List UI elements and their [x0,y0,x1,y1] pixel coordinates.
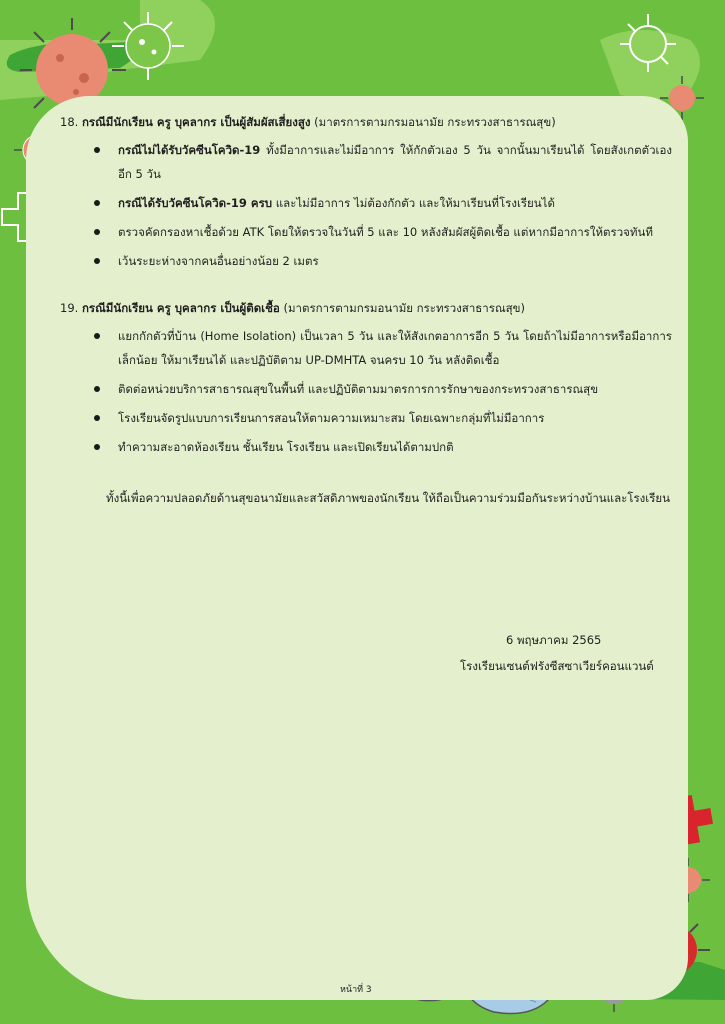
section-heading [60,112,672,132]
bullet-list [60,324,672,459]
list-item: เว้นระยะห่างจากคนอื่นอย่างน้อย 2 เมตร [118,249,672,273]
section-number: 18. [60,115,79,129]
section-title: กรณีมีนักเรียน ครู บุคลากร เป็นผู้ติดเชื้อ [81,301,280,315]
section-heading [60,298,672,318]
document-date: 6 พฤษภาคม 2565 [506,633,602,647]
section-title: กรณีมีนักเรียน ครู บุคลากร เป็นผู้สัมผัสเสี่ยงสูง [81,115,311,129]
list-item: ติดต่อหน่วยบริการสาธารณสุขในพื้นที่ และปฏิบัติตามมาตรการการรักษาของกระทรวงสาธารณสุข [118,377,672,401]
section-number: 19. [60,301,79,315]
closing-paragraph: ทั้งนี้เพื่อความปลอดภัยด้านสุขอนามัยและสวัสดิภาพของนักเรียน ให้ถือเป็นความร่วมมือกันระหว่างบ้านและโรงเรียน [106,491,670,505]
section-note: (มาตรการตามกรมอนามัย กระทรวงสาธารณสุข) [283,301,525,315]
school-name: โรงเรียนเซนต์ฟรังซีสซาเวียร์คอนแวนต์ [460,659,654,673]
document-content [60,112,672,673]
list-item: โรงเรียนจัดรูปแบบการเรียนการสอนให้ตามความเหมาะสม โดยเฉพาะกลุ่มที่ไม่มีอาการ [118,406,672,430]
list-item: กรณีไม่ได้รับวัคซีนโควิด-19 ทั้งมีอาการและไม่มีอาการ ให้กักตัวเอง 5 วัน จากนั้นมาเรียนได้ โดยสังเกตตัวเองอีก 5 วัน [118,138,672,186]
list-item: ทำความสะอาดห้องเรียน ชั้นเรียน โรงเรียน และเปิดเรียนได้ตามปกติ [118,435,672,459]
page-number: หน้าที่ 3 [340,985,372,995]
list-item: แยกกักตัวที่บ้าน (Home Isolation) เป็นเวลา 5 วัน และให้สังเกตอาการอีก 5 วัน โดยถ้าไม่มีอาการหรือมีอาการเล็กน้อย ให้มาเรียนได้ และปฏิบัติตาม UP-DMHTA จนครบ 10 วัน หลังติดเชื้อ [118,324,672,372]
signature-block [460,627,680,679]
section-note: (มาตรการตามกรมอนามัย กระทรวงสาธารณสุข) [314,115,556,129]
list-item: กรณีได้รับวัคซีนโควิด-19 ครบ และไม่มีอาการ ไม่ต้องกักตัว และให้มาเรียนที่โรงเรียนได้ [118,191,672,215]
list-item: ตรวจคัดกรองหาเชื้อด้วย ATK โดยให้ตรวจในวันที่ 5 และ 10 หลังสัมผัสผู้ติดเชื้อ แต่หากมีอาการให้ตรวจทันที [118,220,672,244]
bullet-list [60,138,672,273]
